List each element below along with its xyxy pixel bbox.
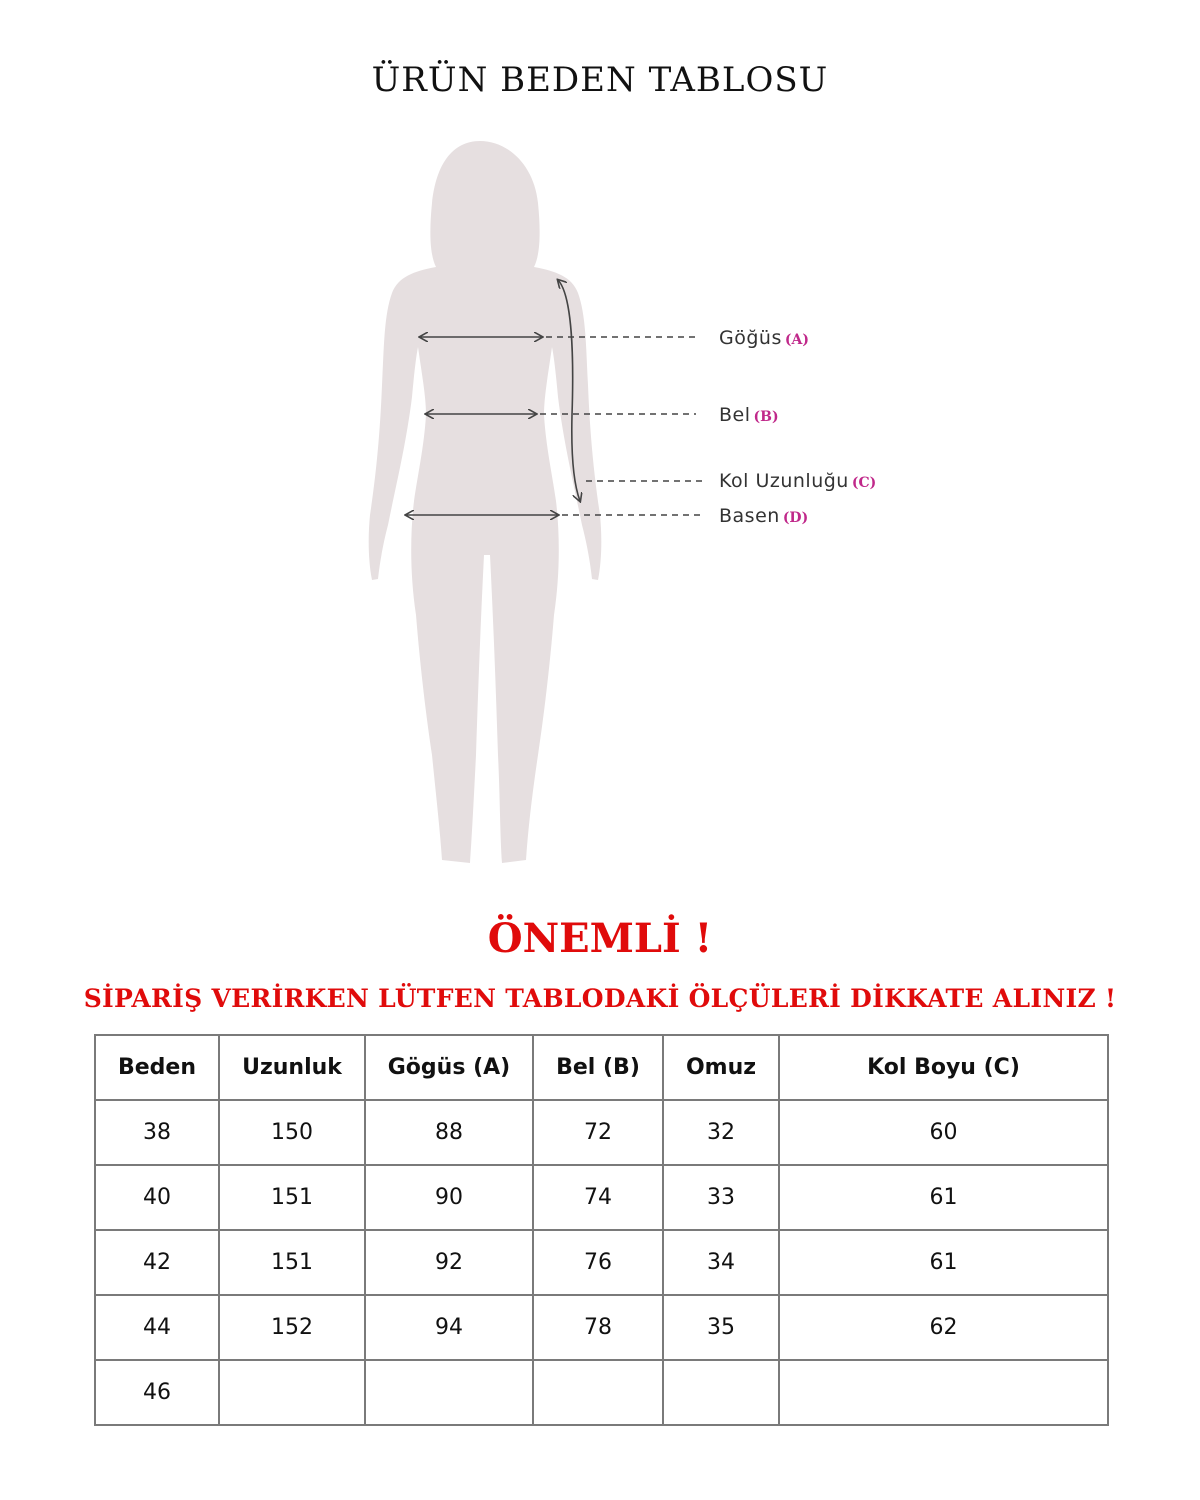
table-row [95,1360,1108,1425]
table-cell: 46 [95,1360,219,1425]
table-cell [365,1360,533,1425]
table-row [95,1295,1108,1360]
table-cell: 150 [219,1100,365,1165]
table-cell: 35 [663,1295,779,1360]
header-cell: Kol Boyu (C) [779,1035,1108,1100]
table-cell: 38 [95,1100,219,1165]
table-cell: 78 [533,1295,663,1360]
table-cell: 44 [95,1295,219,1360]
table-row [95,1165,1108,1230]
table-cell: 34 [663,1230,779,1295]
table-cell: 74 [533,1165,663,1230]
table-cell: 76 [533,1230,663,1295]
table-cell: 61 [779,1230,1108,1295]
table-cell: 90 [365,1165,533,1230]
body-measurement-figure [340,135,940,875]
table-cell: 152 [219,1295,365,1360]
header-cell: Uzunluk [219,1035,365,1100]
order-notice: SİPARİŞ VERİRKEN LÜTFEN TABLODAKİ ÖLÇÜLERİ DİKKATE ALINIZ ! [83,984,1117,1013]
header-cell: Omuz [663,1035,779,1100]
table-cell: 92 [365,1230,533,1295]
table-cell: 60 [779,1100,1108,1165]
table-cell [779,1360,1108,1425]
table-cell: 151 [219,1230,365,1295]
table-header-row [95,1035,1108,1100]
size-table [94,1034,1109,1426]
arm-length-label: Kol Uzunluğu (C) [719,470,877,492]
table-cell [663,1360,779,1425]
chest-label: Göğüs (A) [719,327,809,349]
table-cell: 62 [779,1295,1108,1360]
table-cell [533,1360,663,1425]
woman-silhouette [369,141,602,863]
table-cell: 33 [663,1165,779,1230]
table-cell: 40 [95,1165,219,1230]
waist-label: Bel (B) [719,404,779,426]
hip-label: Basen (D) [719,505,809,527]
header-cell: Beden [95,1035,219,1100]
table-cell: 94 [365,1295,533,1360]
table-cell: 72 [533,1100,663,1165]
important-heading: ÖNEMLİ ! [487,915,713,962]
table-cell: 42 [95,1230,219,1295]
table-cell: 88 [365,1100,533,1165]
table-cell: 32 [663,1100,779,1165]
table-cell: 151 [219,1165,365,1230]
table-row [95,1230,1108,1295]
table-row [95,1100,1108,1165]
table-cell: 61 [779,1165,1108,1230]
page-title: ÜRÜN BEDEN TABLOSU [371,60,829,100]
header-cell: Gögüs (A) [365,1035,533,1100]
table-cell [219,1360,365,1425]
header-cell: Bel (B) [533,1035,663,1100]
